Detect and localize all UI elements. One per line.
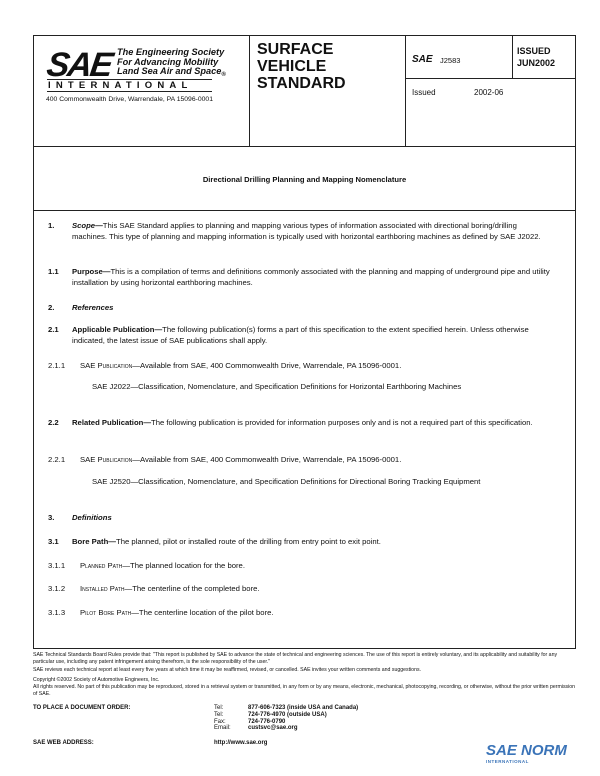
definition-installed-path: [80, 584, 260, 595]
section-label: SAE Publication: [80, 361, 133, 370]
sae-norm-logo: [486, 742, 567, 764]
section-number: 2.2.1: [48, 455, 66, 464]
section-sae-publication-2: [80, 455, 550, 466]
international-wordmark: INTERNATIONAL: [48, 80, 193, 91]
order-contact-values: [248, 705, 358, 732]
header-col-divider-1: [249, 35, 250, 146]
section-text: The planned, pilot or installed route of the drilling from entry point to exit point.: [116, 537, 381, 546]
fax-label: Fax:: [214, 718, 226, 725]
section-heading: Applicable Publication—: [72, 325, 163, 334]
footer-rules: SAE Technical Standards Board Rules provide that: "This report is published by SAE to advance the state of technical and engineering sciences. The use of this report is entirely voluntary, and its applicability and suitability for any particular use, including any patent infringement arising therefrom, is the sole responsibility of the user.": [33, 652, 558, 665]
section-text: —The planned location for the bore.: [122, 561, 245, 570]
section-label: SAE Publication: [80, 455, 133, 464]
email-address[interactable]: custsvc@sae.org: [248, 725, 298, 732]
section-heading: Purpose—: [72, 267, 111, 276]
section-text: The following publication is provided for information purposes only and is not a required part of this specification.: [151, 418, 533, 427]
order-label-text: TO PLACE A DOCUMENT ORDER:: [33, 705, 131, 711]
section-text: The following publication(s) forms a part of this specification to the extent specified herein. Unless otherwise indicated, the latest issue of SAE publications shall apply.: [72, 325, 529, 345]
tagline-line: For Advancing Mobility: [117, 56, 219, 67]
reference-j2022: SAE J2022—Classification, Nomenclature, and Specification Definitions for Horizontal Earthboring Machines: [92, 382, 462, 391]
header-col-divider-3: [512, 35, 513, 78]
section-related-publication: [72, 418, 550, 429]
section-text: —The centerline location of the pilot bore.: [131, 608, 274, 617]
tel-label: Tel:: [214, 711, 224, 718]
issued-code: JUN2002: [517, 58, 556, 68]
footer-rights: All rights reserved. No part of this publication may be reproduced, stored in a retrieval system or transmitted, in any form or by any means, electronic, mechanical, photocopying, recording, or otherwise, without the prior written permission of SAE.: [33, 684, 576, 697]
section-heading-definitions: Definitions: [72, 513, 112, 522]
issued-header: [517, 45, 555, 69]
section-applicable-publication: [72, 325, 550, 346]
section-heading: Related Publication—: [72, 418, 152, 427]
tagline-line: The Engineering Society: [117, 47, 225, 57]
document-title: Directional Drilling Planning and Mapping Nomenclature: [202, 175, 407, 184]
section-text: —The centerline of the completed bore.: [124, 584, 260, 593]
standard-title-line: STANDARD: [257, 75, 346, 92]
sae-logo: SAE: [44, 46, 114, 84]
definition-bore-path: [72, 537, 550, 548]
standard-title-line: VEHICLE: [257, 58, 327, 75]
section-purpose: [72, 267, 550, 288]
reference-j2520: SAE J2520—Classification, Nomenclature, and Specification Definitions for Directional Boring Tracking Equipment: [92, 477, 481, 486]
norm-logo-sub: INTERNATIONAL: [486, 759, 529, 764]
section-number: 1.1: [48, 267, 59, 276]
section-scope: [72, 221, 550, 242]
footer-review: SAE reviews each technical report at least every five years at which time it may be reaffirmed, revised, or cancelled. SAE invites your written comments and suggestions.: [33, 667, 421, 673]
section-label: Planned Path: [80, 561, 123, 570]
issued-field-label: Issued: [412, 88, 436, 97]
section-number: 3.1: [48, 537, 59, 546]
section-number: 3.1.2: [48, 584, 66, 593]
section-number: 1.: [48, 221, 55, 230]
standard-title-line: SURFACE: [257, 41, 334, 58]
section-number: 2.1: [48, 325, 59, 334]
web-label: [33, 740, 94, 747]
tagline-line: Land Sea Air and Space: [117, 66, 222, 77]
tel-inside-usa: 877-606-7323 (inside USA and Canada): [248, 705, 359, 711]
issued-date: 2002-06: [474, 88, 504, 97]
web-address-text[interactable]: http://www.sae.org: [214, 740, 268, 746]
section-label: Pilot Bore Path: [80, 608, 132, 617]
order-label: [33, 705, 130, 712]
standard-title: [257, 41, 346, 92]
header-col-divider-2: [405, 35, 406, 146]
sae-address: 400 Commonwealth Drive, Warrendale, PA 15096-0001: [46, 96, 213, 103]
doc-sae-logo: SAE: [412, 54, 433, 65]
section-number: 2.2: [48, 418, 59, 427]
intl-rule: [47, 91, 212, 92]
tel-outside-usa: 724-776-4970 (outside USA): [248, 711, 327, 718]
header-divider: [33, 146, 576, 147]
fax-number: 724-776-0790: [248, 718, 286, 725]
section-number: 3.: [48, 513, 55, 522]
section-number: 3.1.3: [48, 608, 66, 617]
section-text: This SAE Standard applies to planning and mapping various types of information associated with directional boring/drilling machines. This type of planning and mapping information is typically used with horizontal earthboring machines as defined by SAE J2022.: [72, 221, 541, 241]
web-address[interactable]: [214, 740, 267, 747]
section-text: —Available from SAE, 400 Commonwealth Drive, Warrendale, PA 15096-0001.: [132, 361, 402, 370]
section-number: 2.: [48, 303, 55, 312]
definition-planned-path: [80, 561, 245, 572]
section-heading: Scope—: [72, 221, 103, 230]
section-label: Installed Path: [80, 584, 125, 593]
order-contact-labels: [214, 705, 231, 732]
web-label-text: SAE WEB ADDRESS:: [33, 740, 94, 746]
section-text: —Available from SAE, 400 Commonwealth Drive, Warrendale, PA 15096-0001.: [132, 455, 402, 464]
issued-label: ISSUED: [517, 46, 551, 56]
registered-mark: ®: [221, 72, 226, 79]
email-label: Email:: [214, 725, 231, 732]
section-number: 2.1.1: [48, 361, 66, 370]
section-heading: Bore Path—: [72, 537, 116, 546]
definition-pilot-bore-path: [80, 608, 274, 619]
issued-row-divider: [405, 78, 576, 79]
sae-tagline: [117, 48, 226, 81]
section-number: 3.1.1: [48, 561, 66, 570]
tel-label: Tel:: [214, 705, 224, 711]
footer-copyright: Copyright ©2002 Society of Automotive Engineers, Inc.: [33, 677, 160, 683]
section-text: This is a compilation of terms and definitions commonly associated with the planning and mapping of underground pipe and utility installation by using horizontal earthboring machines.: [72, 267, 550, 287]
section-heading-references: References: [72, 303, 114, 312]
title-divider: [33, 210, 576, 211]
document-number: J2583: [440, 56, 461, 65]
norm-logo-text: SAE NORM: [486, 742, 567, 759]
section-sae-publication: [80, 361, 550, 372]
